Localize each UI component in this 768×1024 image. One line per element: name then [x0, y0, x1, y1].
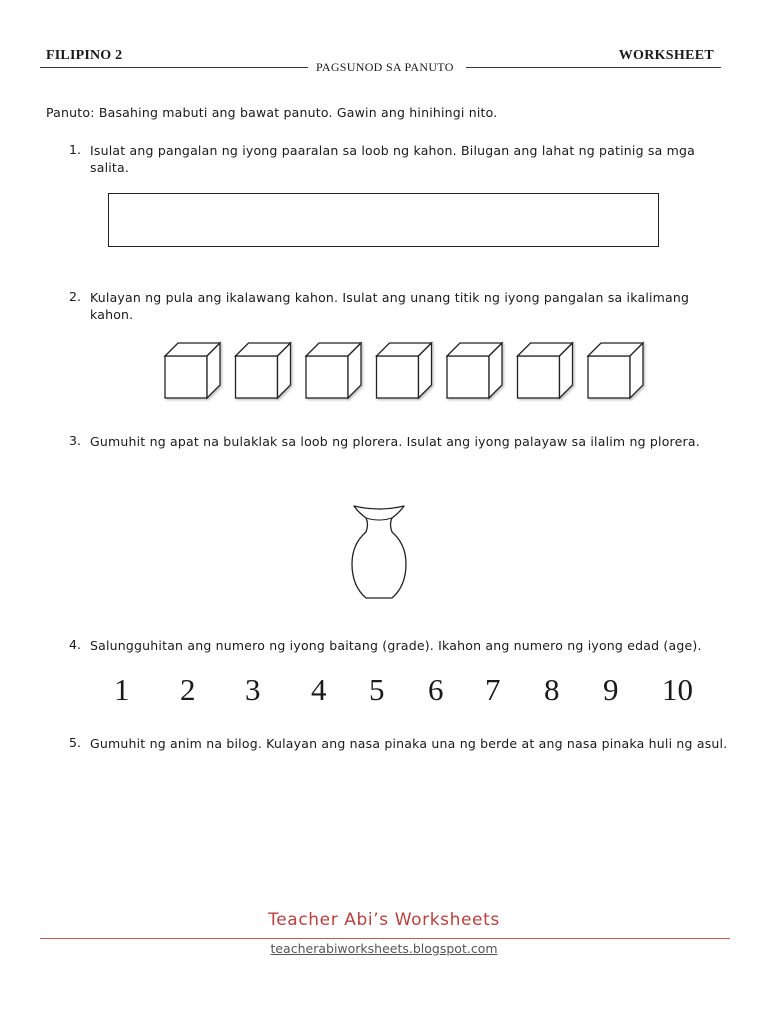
- number-9[interactable]: 9: [603, 672, 619, 707]
- cube-3[interactable]: [306, 343, 361, 398]
- instructions: Panuto: Basahing mabuti ang bawat panuto. Gawin ang hinihingi nito.: [46, 105, 498, 120]
- cube-7[interactable]: [588, 343, 643, 398]
- item-1-text-cont: salita.: [90, 160, 130, 175]
- item-1-number: 1.: [69, 142, 81, 157]
- item-1-text: Isulat ang pangalan ng iyong paaralan sa loob ng kahon. Bilugan ang lahat ng patinig sa mga: [90, 143, 696, 158]
- number-3[interactable]: 3: [245, 672, 261, 707]
- item-2-number: 2.: [69, 289, 81, 304]
- footer-rule: [40, 938, 730, 939]
- cube-row: [163, 341, 663, 405]
- cube-5[interactable]: [447, 343, 502, 398]
- footer-link[interactable]: teacherabiworksheets.blogspot.com: [270, 941, 498, 956]
- item-5-text: Gumuhit ng anim na bilog. Kulayan ang nasa pinaka una ng berde at ang nasa pinaka huli ng asul.: [90, 736, 728, 751]
- number-1[interactable]: 1: [114, 672, 130, 707]
- cube-1[interactable]: [165, 343, 220, 398]
- item-2-text: Kulayan ng pula ang ikalawang kahon. Isulat ang unang titik ng iyong pangalan sa ikalimang: [90, 290, 690, 305]
- cube-2[interactable]: [236, 343, 291, 398]
- number-6[interactable]: 6: [428, 672, 444, 707]
- school-name-box[interactable]: [108, 193, 659, 247]
- item-4-text: Salungguhitan ang numero ng iyong baitang (grade). Ikahon ang numero ng iyong edad (age).: [90, 638, 702, 653]
- item-4-number: 4.: [69, 637, 81, 652]
- vase-drawing[interactable]: [346, 502, 412, 602]
- number-7[interactable]: 7: [485, 672, 501, 707]
- item-2-text-cont: kahon.: [90, 307, 134, 322]
- item-5-number: 5.: [69, 735, 81, 750]
- number-5[interactable]: 5: [369, 672, 385, 707]
- footer-brand: Teacher Abi’s Worksheets: [268, 910, 500, 930]
- header-rule-right: [466, 67, 721, 68]
- header-rule-left: [40, 67, 308, 68]
- worksheet-label: WORKSHEET: [618, 48, 714, 63]
- item-3-number: 3.: [69, 433, 81, 448]
- subject-label: FILIPINO 2: [46, 48, 123, 63]
- number-2[interactable]: 2: [180, 672, 196, 707]
- number-8[interactable]: 8: [544, 672, 560, 707]
- item-3-text: Gumuhit ng apat na bulaklak sa loob ng plorera. Isulat ang iyong palayaw sa ilalim ng plorera.: [90, 434, 700, 449]
- number-4[interactable]: 4: [311, 672, 327, 707]
- cube-4[interactable]: [377, 343, 432, 398]
- cube-6[interactable]: [518, 343, 573, 398]
- number-row: [0, 672, 768, 716]
- number-10[interactable]: 10: [662, 672, 693, 707]
- worksheet-title: PAGSUNOD SA PANUTO: [316, 60, 454, 74]
